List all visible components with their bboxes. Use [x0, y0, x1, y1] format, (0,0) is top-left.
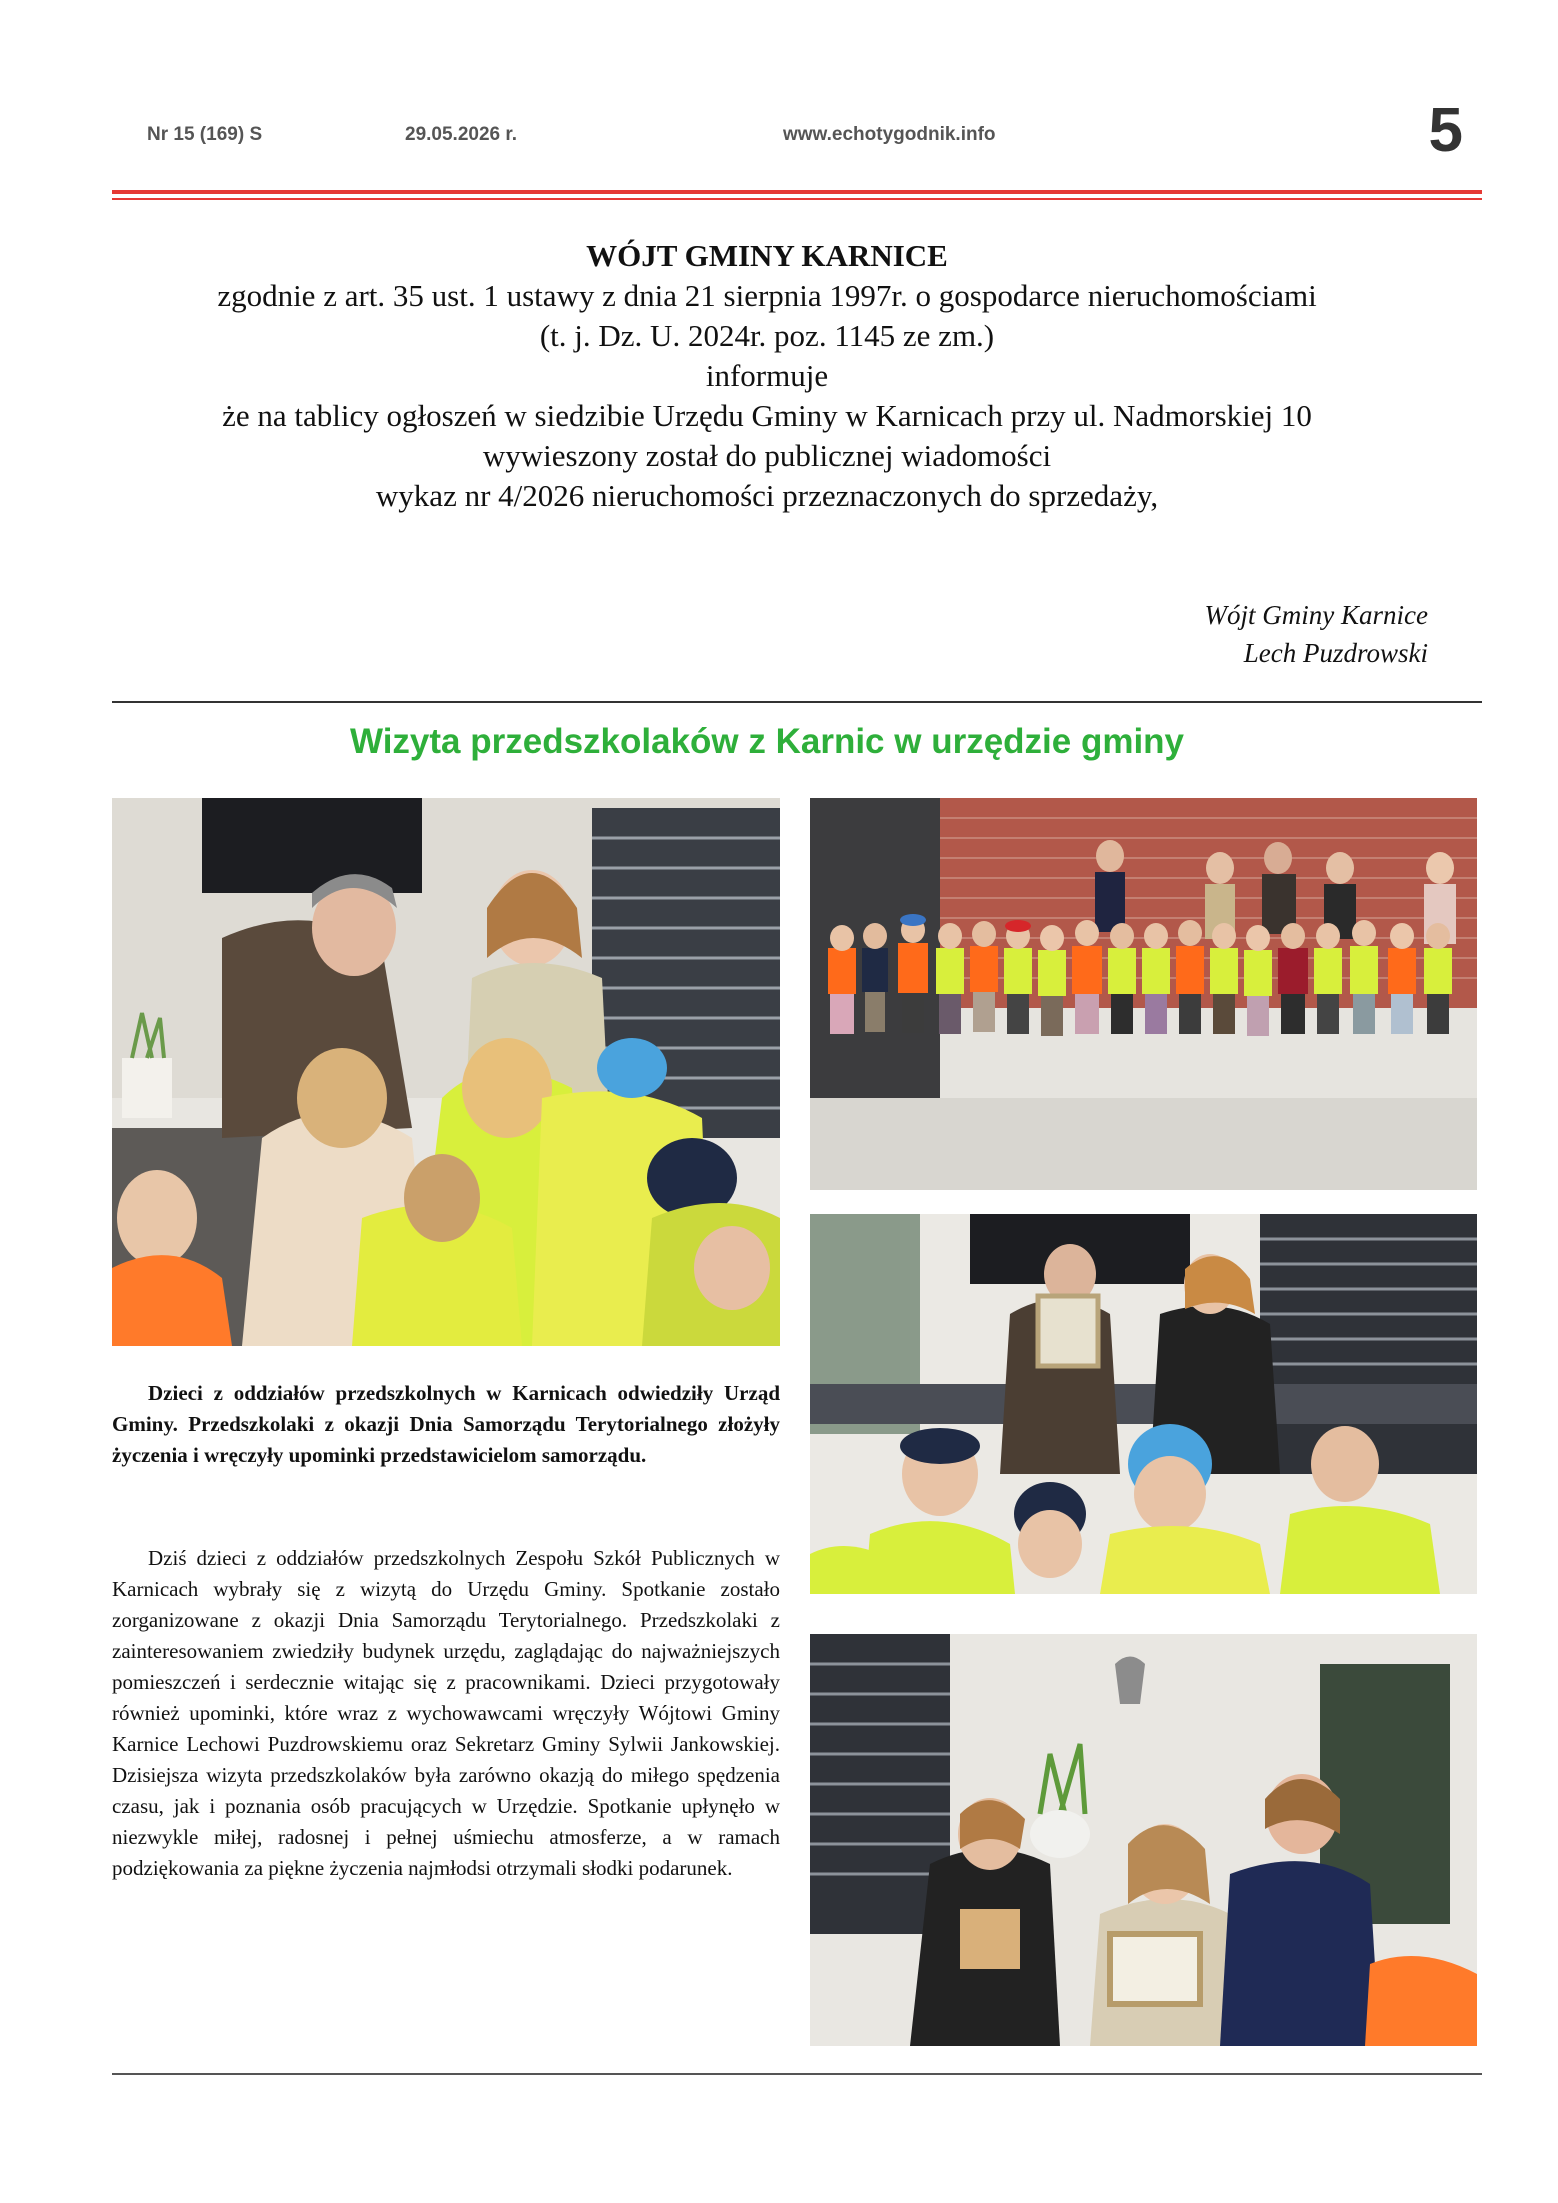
footer-rule — [112, 2073, 1482, 2075]
photo-mayor-with-children-image — [112, 798, 780, 1346]
article-headline: Wizyta przedszkolaków z Karnic w urzędzie gminy — [349, 722, 1185, 761]
page-number: 5 — [1428, 96, 1463, 165]
header-rule-thin — [112, 198, 1482, 200]
photo-gift-presentation-image — [810, 1634, 1477, 2046]
notice-line: zgodnie z art. 35 ust. 1 ustawy z dnia 21 sierpnia 1997r. o gospodarce nieruchomościami — [217, 278, 1317, 313]
photo-group-brick-wall-image — [810, 798, 1477, 1190]
article-body: Dziś dzieci z oddziałów przedszkolnych Zespołu Szkół Publicznych w Karnicach wybrały się z wizytą do Urzędu Gminy. Spotkanie zostało zorganizowane z okazji Dnia Samorządu Terytorialnego. Przedszkolaki z zainteresowaniem zwiedziły budynek urzędu, zaglądając do najważniejszych pomieszczeń i serdecznie witając się z pracownikami. Dzieci przygotowały również upominki, które wraz z wychowawcami wręczyły Wójtowi Gminy Karnice Lechowi Puzdrowskiemu oraz Sekretarz Gminy Sylwii Jankowskiej. Dzisiejsza wizyta przedszkolaków była zarówno okazją do miłego spędzenia czasu, jak i poznania osób pracujących w Urzędzie. Spotkanie upłynęło w niezwykle miłej, radosnej i pełnej uśmiechu atmosferze, a w ramach podziękowania za piękne życzenia najmłodsi otrzymali słodki podarunek. — [112, 1546, 780, 1880]
header-rule-thick — [112, 190, 1482, 194]
photo-diploma-presentation — [810, 1214, 1477, 1594]
notice-line: wykaz nr 4/2026 nieruchomości przeznaczonych do sprzedaży, — [375, 478, 1159, 513]
notice-line: że na tablicy ogłoszeń w siedzibie Urzędu Gminy w Karnicach przy ul. Nadmorskiej 10 — [222, 398, 1312, 433]
notice-line: (t. j. Dz. U. 2024r. poz. 1145 ze zm.) — [539, 318, 995, 353]
page-header — [0, 0, 1558, 200]
photo-mayor-with-children — [112, 798, 780, 1346]
signature-name: Lech Puzdrowski — [1243, 638, 1428, 668]
photo-group-brick-wall — [810, 798, 1477, 1190]
photo-gift-presentation — [810, 1634, 1477, 2046]
notice-signature — [1205, 596, 1428, 672]
notice-line: wywieszony został do publicznej wiadomości — [482, 438, 1052, 473]
notice-line: informuje — [705, 358, 829, 393]
issue-date: 29.05.2026 r. — [405, 124, 517, 145]
official-notice — [112, 236, 1422, 516]
article-lead: Dzieci z oddziałów przedszkolnych w Karnicach odwiedziły Urząd Gminy. Przedszkolaki z okazji Dnia Samorządu Terytorialnego złożyły życzenia i wręczyły upominki przedstawicielom samorządu. — [112, 1381, 780, 1467]
website-url: www.echotygodnik.info — [783, 124, 996, 145]
photo-diploma-presentation-image — [810, 1214, 1477, 1594]
section-divider — [112, 701, 1482, 703]
signature-role: Wójt Gminy Karnice — [1204, 600, 1428, 630]
notice-title: WÓJT GMINY KARNICE — [586, 238, 948, 273]
issue-number: Nr 15 (169) S — [147, 124, 263, 145]
